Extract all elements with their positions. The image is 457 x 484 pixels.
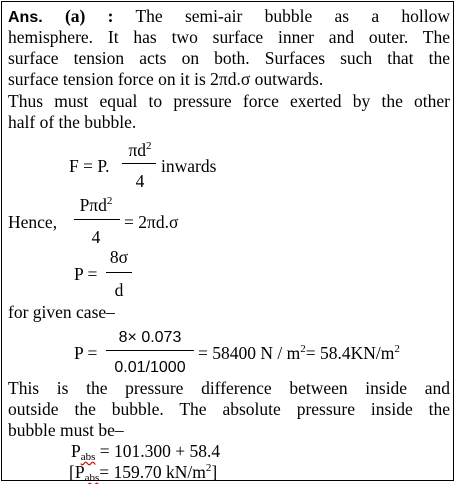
abs-pressure-result xyxy=(69,462,217,483)
eq4-lhs: P = xyxy=(74,343,98,363)
abs2-sub: abs xyxy=(84,472,100,484)
abs2-open: [P xyxy=(69,462,85,482)
diff-line-3: bubble must be– xyxy=(8,420,124,440)
eq4-rhs1: = 58400 N / m xyxy=(198,343,301,363)
intro-line-3: surface tension acts on both. Surfaces such that the xyxy=(8,48,450,68)
diff-line-2: outside the bubble. The absolute pressure inside the xyxy=(8,399,450,419)
eq4-rhs1-sup: 2 xyxy=(300,343,306,355)
eq4-rhs2-sup: 2 xyxy=(394,343,400,355)
abs-pressure-sum xyxy=(71,441,220,462)
eq4-rhs2: = 58.4KN/m xyxy=(305,343,395,363)
part-label: (a) xyxy=(64,6,86,26)
intro-line-1 xyxy=(8,6,450,28)
eq3-lhs: P = xyxy=(74,264,98,284)
eq4-fraction-bar xyxy=(106,350,194,351)
given-case-line: for given case– xyxy=(8,302,115,322)
eq1-lhs: F = P. xyxy=(69,156,110,176)
eq2-rhs: = 2πd.σ xyxy=(124,212,179,232)
eq4-numerator: 8× 0.073 xyxy=(118,329,182,346)
abs2-sup: 2 xyxy=(205,462,212,474)
eq2-num-sup: 2 xyxy=(106,195,113,207)
separator: : xyxy=(107,6,114,26)
intro-line-4: surface tension force on it is 2πd.σ outwards. xyxy=(8,69,324,89)
abs2-close: ] xyxy=(211,462,218,482)
eq3-fraction-bar xyxy=(106,272,132,273)
eq2-prefix: Hence, xyxy=(8,212,58,232)
eq3-numerator: 8σ xyxy=(109,247,129,267)
eq1-denominator: 4 xyxy=(135,171,145,191)
answer-box xyxy=(1,1,454,484)
eq3-denominator: d xyxy=(114,280,124,300)
thus-line-2: half of the bubble. xyxy=(8,112,137,132)
abs1-rhs: = 101.300 + 58.4 xyxy=(95,441,221,461)
eq1-numerator xyxy=(120,140,160,161)
eq4-denominator: 0.01/1000 xyxy=(114,359,186,376)
abs2-rhs: = 159.70 kN/m xyxy=(99,462,206,482)
eq1-rhs: inwards xyxy=(161,156,217,176)
intro-text-1: The semi-air bubble as a hollow xyxy=(135,6,451,26)
eq2-denominator: 4 xyxy=(91,227,101,247)
intro-line-2: hemisphere. It has two surface inner and outer. The xyxy=(8,27,450,47)
eq4-rhs xyxy=(198,343,400,364)
thus-line-1: Thus must equal to pressure force exerted by the other xyxy=(8,91,450,111)
abs1-p: P xyxy=(71,441,81,461)
eq2-num-text: Pπd xyxy=(79,195,107,215)
eq2-fraction-bar xyxy=(74,219,120,220)
abs1-sub: abs xyxy=(80,451,96,463)
eq2-numerator xyxy=(70,195,122,216)
eq1-num-text: πd xyxy=(128,140,147,160)
eq1-num-sup: 2 xyxy=(146,140,152,152)
diff-line-1: This is the pressure difference between inside and xyxy=(8,378,450,398)
answer-label: Ans. xyxy=(8,9,43,26)
eq1-fraction-bar xyxy=(122,163,156,164)
